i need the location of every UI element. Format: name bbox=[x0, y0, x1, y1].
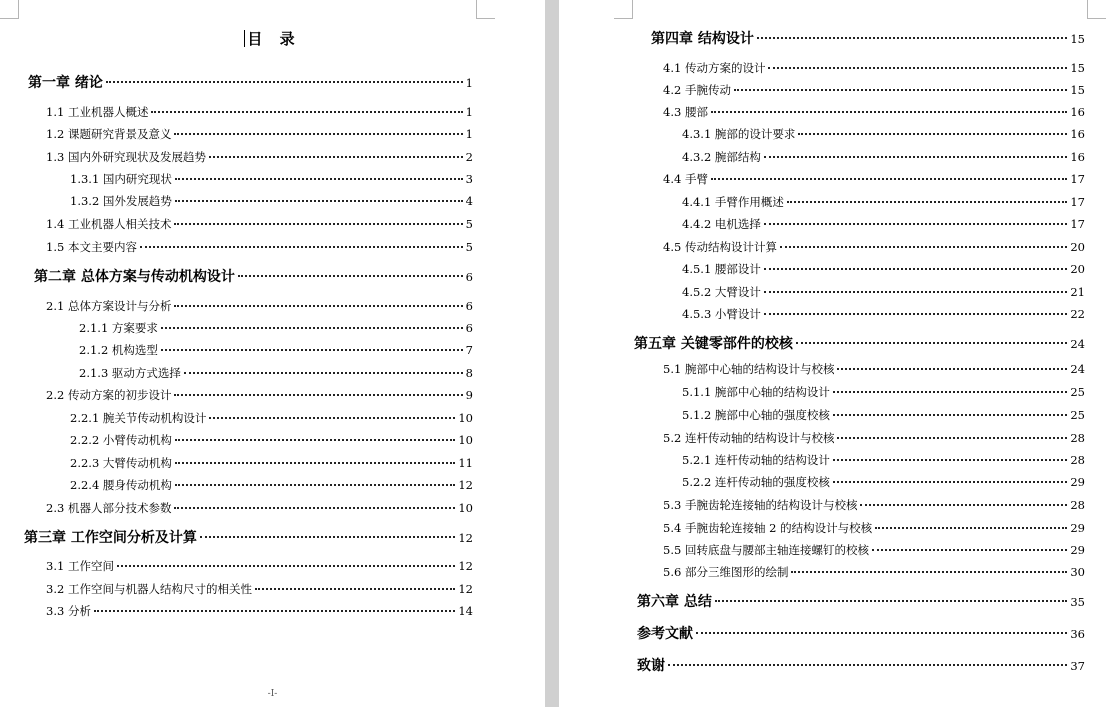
margin-corner-mark bbox=[614, 0, 633, 19]
dot-leader bbox=[837, 437, 1067, 439]
page-gutter bbox=[545, 0, 559, 707]
dot-leader bbox=[860, 504, 1067, 506]
toc-entry[interactable] bbox=[46, 147, 473, 167]
toc-entry[interactable] bbox=[651, 29, 1085, 49]
dot-leader bbox=[798, 133, 1067, 135]
toc-entry[interactable] bbox=[663, 58, 1085, 78]
toc-entry-page-number: 20 bbox=[1070, 262, 1085, 276]
toc-entry[interactable] bbox=[682, 192, 1085, 212]
toc-entry[interactable] bbox=[682, 214, 1085, 234]
margin-corner-mark bbox=[476, 0, 495, 19]
dot-leader bbox=[837, 368, 1067, 370]
toc-entry-page-number: 5 bbox=[465, 240, 473, 254]
toc-entry-page-number: 10 bbox=[458, 411, 473, 425]
toc-entry-page-number: 16 bbox=[1070, 150, 1085, 164]
toc-entry[interactable] bbox=[682, 450, 1085, 470]
toc-entry-label: 4.3 腰部 bbox=[663, 105, 708, 119]
toc-entry-label: 2.1 总体方案设计与分析 bbox=[46, 299, 172, 313]
toc-entry[interactable] bbox=[663, 102, 1085, 122]
toc-entry-page-number: 17 bbox=[1070, 172, 1085, 186]
dot-leader bbox=[791, 571, 1067, 573]
toc-entry-label: 1.4 工业机器人相关技术 bbox=[46, 217, 172, 231]
toc-entry[interactable] bbox=[70, 408, 473, 428]
toc-entry-page-number: 29 bbox=[1070, 475, 1085, 489]
toc-entry-label: 1.3.1 国内研究现状 bbox=[70, 172, 172, 186]
toc-entry-label: 第三章 工作空间分析及计算 bbox=[24, 530, 197, 546]
dot-leader bbox=[161, 327, 463, 329]
toc-entry[interactable] bbox=[663, 359, 1085, 379]
dot-leader bbox=[787, 201, 1067, 203]
toc-entry-label: 5.4 手腕齿轮连接轴 2 的结构设计与校核 bbox=[663, 521, 873, 535]
toc-entry[interactable] bbox=[24, 528, 473, 548]
toc-entry-page-number: 14 bbox=[458, 604, 473, 618]
toc-entry[interactable] bbox=[70, 475, 473, 495]
toc-entry-page-number: 9 bbox=[465, 388, 473, 402]
toc-entry[interactable] bbox=[634, 334, 1085, 354]
dot-leader bbox=[711, 178, 1067, 180]
toc-entry[interactable] bbox=[663, 540, 1085, 560]
toc-entry-page-number: 17 bbox=[1070, 217, 1085, 231]
toc-entry[interactable] bbox=[70, 453, 473, 473]
dot-leader bbox=[833, 414, 1067, 416]
toc-entry[interactable] bbox=[46, 601, 473, 621]
dot-leader bbox=[875, 527, 1067, 529]
toc-entry-page-number: 24 bbox=[1070, 337, 1085, 351]
dot-leader bbox=[200, 536, 455, 538]
toc-entry[interactable] bbox=[663, 80, 1085, 100]
dot-leader bbox=[175, 200, 463, 202]
toc-entry-page-number: 28 bbox=[1070, 453, 1085, 467]
toc-entry-label: 2.2.2 小臂传动机构 bbox=[70, 433, 172, 447]
toc-entry[interactable] bbox=[70, 430, 473, 450]
page-number-footer: -I- bbox=[267, 689, 278, 699]
dot-leader bbox=[757, 37, 1067, 39]
toc-entry-page-number: 1 bbox=[465, 76, 473, 90]
toc-entry-label: 2.2.4 腰身传动机构 bbox=[70, 478, 172, 492]
toc-entry-label: 2.2 传动方案的初步设计 bbox=[46, 388, 172, 402]
dot-leader bbox=[764, 291, 1067, 293]
toc-entry-label: 4.4.1 手臂作用概述 bbox=[682, 195, 784, 209]
toc-entry[interactable] bbox=[663, 169, 1085, 189]
toc-entry[interactable] bbox=[79, 363, 473, 383]
toc-entry-label: 4.2 手腕传动 bbox=[663, 83, 731, 97]
toc-entry[interactable] bbox=[682, 382, 1085, 402]
toc-entry-label: 4.3.1 腕部的设计要求 bbox=[682, 127, 796, 141]
dot-leader bbox=[151, 111, 462, 113]
dot-leader bbox=[174, 223, 462, 225]
toc-entry[interactable] bbox=[79, 318, 473, 338]
toc-entry-label: 第四章 结构设计 bbox=[651, 31, 754, 47]
dot-leader bbox=[106, 81, 463, 83]
toc-entry-page-number: 6 bbox=[465, 270, 473, 284]
toc-entry-page-number: 5 bbox=[465, 217, 473, 231]
toc-entry-label: 参考文献 bbox=[637, 626, 693, 642]
toc-entry[interactable] bbox=[663, 562, 1085, 582]
toc-entry-page-number: 16 bbox=[1070, 127, 1085, 141]
dot-leader bbox=[833, 459, 1067, 461]
dot-leader bbox=[161, 349, 463, 351]
toc-entry-page-number: 12 bbox=[458, 559, 473, 573]
toc-entry-label: 5.3 手腕齿轮连接轴的结构设计与校核 bbox=[663, 498, 858, 512]
toc-entry[interactable] bbox=[682, 472, 1085, 492]
dot-leader bbox=[764, 156, 1067, 158]
toc-entry-label: 5.1.1 腕部中心轴的结构设计 bbox=[682, 385, 830, 399]
toc-entry[interactable] bbox=[46, 498, 473, 518]
toc-entry-label: 2.1.2 机构选型 bbox=[79, 343, 158, 357]
toc-entry-page-number: 24 bbox=[1070, 362, 1085, 376]
toc-entry[interactable] bbox=[637, 656, 1085, 676]
dot-leader bbox=[175, 178, 463, 180]
toc-entry[interactable] bbox=[34, 267, 473, 287]
toc-entry[interactable] bbox=[46, 579, 473, 599]
toc-entry-page-number: 30 bbox=[1070, 565, 1085, 579]
toc-entry[interactable] bbox=[46, 102, 473, 122]
toc-entry-label: 1.1 工业机器人概述 bbox=[46, 105, 149, 119]
toc-entry-label: 3.1 工作空间 bbox=[46, 559, 114, 573]
toc-entry[interactable] bbox=[79, 340, 473, 360]
toc-entry[interactable] bbox=[682, 282, 1085, 302]
toc-entry-label: 4.1 传动方案的设计 bbox=[663, 61, 766, 75]
dot-leader bbox=[174, 507, 455, 509]
toc-entry-page-number: 17 bbox=[1070, 195, 1085, 209]
toc-entry[interactable] bbox=[682, 259, 1085, 279]
toc-entry-label: 5.6 部分三维图形的绘制 bbox=[663, 565, 789, 579]
dot-leader bbox=[175, 439, 455, 441]
toc-entry-label: 5.2.1 连杆传动轴的结构设计 bbox=[682, 453, 830, 467]
toc-entry[interactable] bbox=[70, 169, 473, 189]
toc-entry[interactable] bbox=[682, 405, 1085, 425]
toc-entry-page-number: 25 bbox=[1070, 408, 1085, 422]
toc-entry-page-number: 7 bbox=[465, 343, 473, 357]
toc-entry[interactable] bbox=[637, 624, 1085, 644]
toc-entry-label: 第二章 总体方案与传动机构设计 bbox=[34, 269, 235, 285]
margin-corner-mark bbox=[1087, 0, 1106, 19]
toc-entry-label: 4.5 传动结构设计计算 bbox=[663, 240, 777, 254]
toc-entry-page-number: 29 bbox=[1070, 521, 1085, 535]
toc-entry-page-number: 35 bbox=[1070, 595, 1085, 609]
toc-entry-page-number: 11 bbox=[458, 456, 473, 470]
toc-entry-page-number: 1 bbox=[465, 127, 473, 141]
toc-entry-page-number: 4 bbox=[465, 194, 473, 208]
toc-entry-label: 2.1.1 方案要求 bbox=[79, 321, 158, 335]
toc-entry-page-number: 12 bbox=[458, 582, 473, 596]
toc-entry-page-number: 29 bbox=[1070, 543, 1085, 557]
toc-entry-page-number: 8 bbox=[465, 366, 473, 380]
dot-leader bbox=[715, 600, 1067, 602]
toc-entry-label: 1.2 课题研究背景及意义 bbox=[46, 127, 172, 141]
toc-entry[interactable] bbox=[46, 124, 473, 144]
toc-entry[interactable] bbox=[637, 592, 1085, 612]
dot-leader bbox=[764, 313, 1067, 315]
toc-entry-label: 2.3 机器人部分技术参数 bbox=[46, 501, 172, 515]
dot-leader bbox=[140, 246, 463, 248]
dot-leader bbox=[768, 67, 1067, 69]
toc-entry-label: 致谢 bbox=[637, 658, 665, 674]
dot-leader bbox=[872, 549, 1067, 551]
dot-leader bbox=[780, 246, 1067, 248]
toc-entry-page-number: 12 bbox=[458, 478, 473, 492]
dot-leader bbox=[734, 89, 1067, 91]
dot-leader bbox=[174, 305, 462, 307]
toc-entry-page-number: 2 bbox=[465, 150, 473, 164]
toc-entry[interactable] bbox=[46, 385, 473, 405]
toc-entry-label: 3.3 分析 bbox=[46, 604, 91, 618]
dot-leader bbox=[117, 565, 455, 567]
dot-leader bbox=[255, 588, 455, 590]
toc-entry-page-number: 21 bbox=[1070, 285, 1085, 299]
toc-entry-page-number: 28 bbox=[1070, 431, 1085, 445]
dot-leader bbox=[174, 394, 462, 396]
dot-leader bbox=[94, 610, 455, 612]
toc-entry-label: 4.4.2 电机选择 bbox=[682, 217, 761, 231]
toc-entry-page-number: 22 bbox=[1070, 307, 1085, 321]
toc-entry-page-number: 15 bbox=[1070, 83, 1085, 97]
page-left bbox=[0, 0, 545, 707]
toc-entry[interactable] bbox=[70, 191, 473, 211]
dot-leader bbox=[833, 481, 1067, 483]
toc-title-text: 目 录 bbox=[247, 30, 301, 48]
toc-entry-page-number: 15 bbox=[1070, 61, 1085, 75]
dot-leader bbox=[711, 111, 1067, 113]
dot-leader bbox=[174, 133, 462, 135]
toc-entry-page-number: 15 bbox=[1070, 32, 1085, 46]
toc-entry-label: 5.1 腕部中心轴的结构设计与校核 bbox=[663, 362, 835, 376]
toc-entry-label: 2.1.3 驱动方式选择 bbox=[79, 366, 181, 380]
toc-title bbox=[0, 28, 545, 49]
toc-entry-label: 第一章 绪论 bbox=[28, 75, 103, 91]
toc-entry-label: 5.1.2 腕部中心轴的强度校核 bbox=[682, 408, 830, 422]
toc-entry[interactable] bbox=[682, 304, 1085, 324]
toc-entry-label: 4.5.2 大臂设计 bbox=[682, 285, 761, 299]
toc-entry-label: 4.5.1 腰部设计 bbox=[682, 262, 761, 276]
toc-entry-label: 4.5.3 小臂设计 bbox=[682, 307, 761, 321]
dot-leader bbox=[238, 275, 463, 277]
toc-entry-label: 1.5 本文主要内容 bbox=[46, 240, 137, 254]
toc-entry-page-number: 10 bbox=[458, 433, 473, 447]
toc-entry-label: 1.3.2 国外发展趋势 bbox=[70, 194, 172, 208]
dot-leader bbox=[209, 417, 455, 419]
toc-entry-page-number: 37 bbox=[1070, 659, 1085, 673]
toc-entry[interactable] bbox=[46, 296, 473, 316]
toc-entry[interactable] bbox=[682, 124, 1085, 144]
dot-leader bbox=[764, 223, 1067, 225]
toc-entry-page-number: 36 bbox=[1070, 627, 1085, 641]
toc-entry-label: 3.2 工作空间与机器人结构尺寸的相关性 bbox=[46, 582, 252, 596]
dot-leader bbox=[764, 268, 1067, 270]
dot-leader bbox=[696, 632, 1067, 634]
toc-entry-label: 2.2.3 大臂传动机构 bbox=[70, 456, 172, 470]
toc-entry-page-number: 12 bbox=[458, 531, 473, 545]
dot-leader bbox=[175, 484, 455, 486]
toc-entry-page-number: 16 bbox=[1070, 105, 1085, 119]
dot-leader bbox=[175, 462, 455, 464]
dot-leader bbox=[796, 342, 1067, 344]
toc-entry-label: 第五章 关键零部件的校核 bbox=[634, 336, 793, 352]
toc-entry-label: 4.4 手臂 bbox=[663, 172, 708, 186]
toc-entry-page-number: 20 bbox=[1070, 240, 1085, 254]
toc-entry[interactable] bbox=[682, 147, 1085, 167]
toc-entry-label: 5.2.2 连杆传动轴的强度校核 bbox=[682, 475, 830, 489]
toc-entry-label: 5.5 回转底盘与腰部主轴连接螺钉的校核 bbox=[663, 543, 869, 557]
toc-entry-page-number: 6 bbox=[465, 299, 473, 313]
dot-leader bbox=[833, 391, 1067, 393]
toc-entry[interactable] bbox=[663, 428, 1085, 448]
toc-entry-page-number: 10 bbox=[458, 501, 473, 515]
toc-entry-page-number: 1 bbox=[465, 105, 473, 119]
dot-leader bbox=[209, 156, 463, 158]
toc-entry[interactable] bbox=[46, 237, 473, 257]
toc-entry[interactable] bbox=[46, 556, 473, 576]
toc-entry[interactable] bbox=[663, 518, 1085, 538]
toc-entry-label: 5.2 连杆传动轴的结构设计与校核 bbox=[663, 431, 835, 445]
toc-entry-page-number: 25 bbox=[1070, 385, 1085, 399]
toc-entry-label: 第六章 总结 bbox=[637, 594, 712, 610]
toc-entry[interactable] bbox=[663, 495, 1085, 515]
page-right bbox=[559, 0, 1108, 707]
toc-entry[interactable] bbox=[663, 237, 1085, 257]
toc-entry[interactable] bbox=[28, 73, 473, 93]
toc-entry-page-number: 3 bbox=[465, 172, 473, 186]
dot-leader bbox=[184, 372, 463, 374]
toc-entry-page-number: 6 bbox=[465, 321, 473, 335]
dot-leader bbox=[668, 664, 1067, 666]
toc-entry-page-number: 28 bbox=[1070, 498, 1085, 512]
toc-entry-label: 1.3 国内外研究现状及发展趋势 bbox=[46, 150, 206, 164]
toc-entry-label: 2.2.1 腕关节传动机构设计 bbox=[70, 411, 207, 425]
toc-entry-label: 4.3.2 腕部结构 bbox=[682, 150, 761, 164]
toc-entry[interactable] bbox=[46, 214, 473, 234]
margin-corner-mark bbox=[0, 0, 19, 19]
text-cursor bbox=[244, 30, 245, 47]
